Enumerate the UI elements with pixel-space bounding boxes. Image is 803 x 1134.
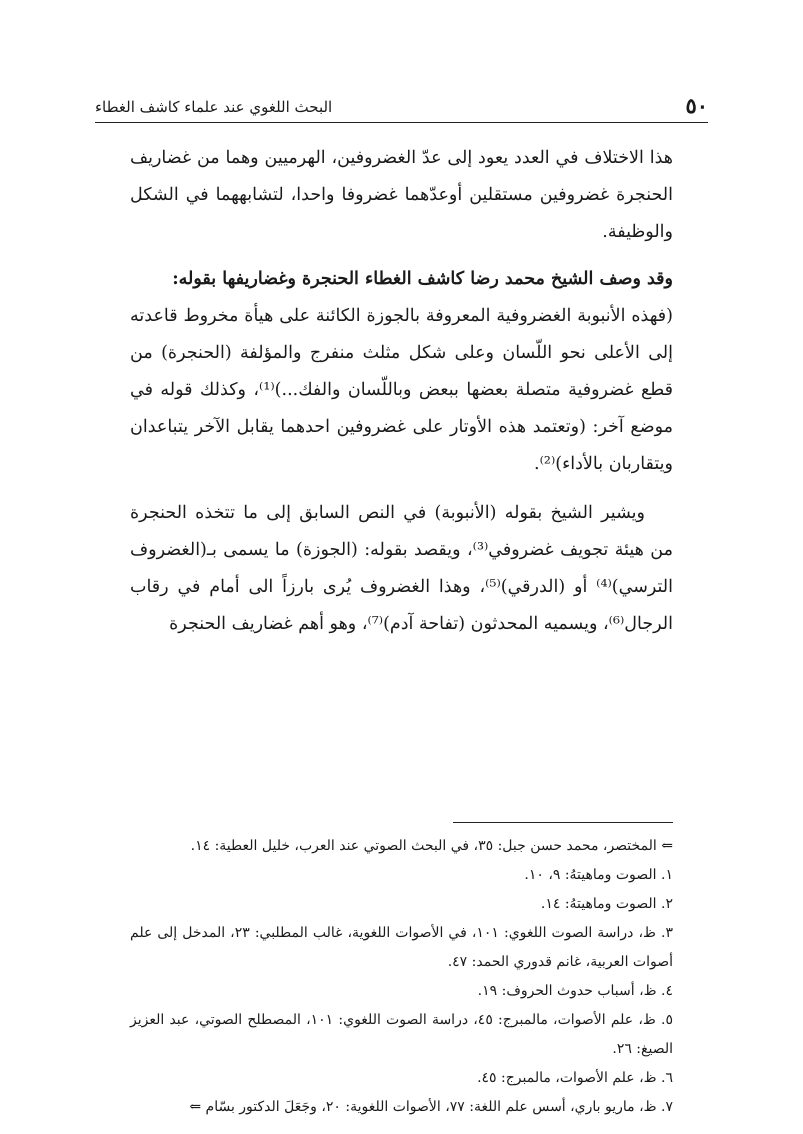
footnote-7: ٧. ظ، ماريو باري، أسس علم اللغة: ٧٧، الأصوات اللغوية: ٢٠، وجَعَلَ الدكتور بسّام ⇐	[189, 1099, 673, 1115]
page-header	[95, 90, 708, 123]
footnote-separator	[453, 822, 673, 823]
section-heading: وقد وصف الشيخ محمد رضا كاشف الغطاء الحنجرة وغضاريفها بقوله:	[172, 269, 673, 289]
footnote-5: ٥. ظ، علم الأصوات، مالمبرج: ٤٥، دراسة الصوت اللغوي: ١٠١، المصطلح الصوتي، عبد العزيز الصيغ: ٢٦.	[130, 1012, 673, 1057]
footnote-4: ٤. ظ، أسباب حدوث الحروف: ١٩.	[477, 983, 673, 999]
page-number: ٥٠	[685, 93, 708, 118]
footnote-6: ٦. ظ، علم الأصوات، مالمبرج: ٤٥.	[477, 1070, 673, 1086]
paragraph-3: ويشير الشيخ بقوله (الأنبوبة) في النص السابق إلى ما تتخذه الحنجرة من هيئة تجويف غضروفي⁽³⁾، ويقصد بقوله: (الجوزة) ما يسمى بـ(الغضروف الترسي)⁽⁴⁾ أو (الدرقي)⁽⁵⁾، وهذا الغضروف يُرى بارزاً الى أمام في رقاب الرجال⁽⁶⁾، ويسميه المحدثون (تفاحة آدم)⁽⁷⁾، وهو أهم غضاريف الحنجرة	[130, 503, 673, 634]
paragraph-2: (فهذه الأنبوبة الغضروفية المعروفة بالجوزة الكائنة على هيأة مخروط قاعدته إلى الأعلى نحو اللّسان وعلى شكل مثلث منفرج والمؤلفة (الحنجرة) من قطع غضروفية متصلة بعضها ببعض وباللّسان والفك...)⁽¹⁾، وكذلك قوله في موضع آخر: (وتعتمد هذه الأوتار على غضروفين احدهما يقابل الآخر يتباعدان ويتقاربان بالأداء)⁽²⁾.	[130, 306, 673, 474]
paragraph-1: هذا الاختلاف في العدد يعود إلى عدّ الغضروفين، الهرميين وهما من غضاريف الحنجرة غضروفين مستقلين أوعدّهما غضروفا واحدا، لتشابههما في الشكل والوظيفة.	[130, 148, 673, 242]
footnote-3: ٣. ظ، دراسة الصوت اللغوي: ١٠١، في الأصوات اللغوية، غالب المطلبي: ٢٣، المدخل إلى علم أصوات العربية، غانم قدوري الحمد: ٤٧.	[130, 925, 673, 970]
footnote-2: ٢. الصوت وماهيتهُ: ١٤.	[540, 896, 673, 912]
footnote-1: ١. الصوت وماهيتهُ: ٩، ١٠.	[524, 867, 673, 883]
footnotes	[130, 832, 673, 1122]
running-title: البحث اللغوي عند علماء كاشف الغطاء	[95, 98, 333, 116]
footnote-continued: ⇐ المختصر، محمد حسن جبل: ٣٥، في البحث الصوتي عند العرب، خليل العطية: ١٤.	[190, 838, 673, 854]
body-text	[130, 140, 673, 643]
